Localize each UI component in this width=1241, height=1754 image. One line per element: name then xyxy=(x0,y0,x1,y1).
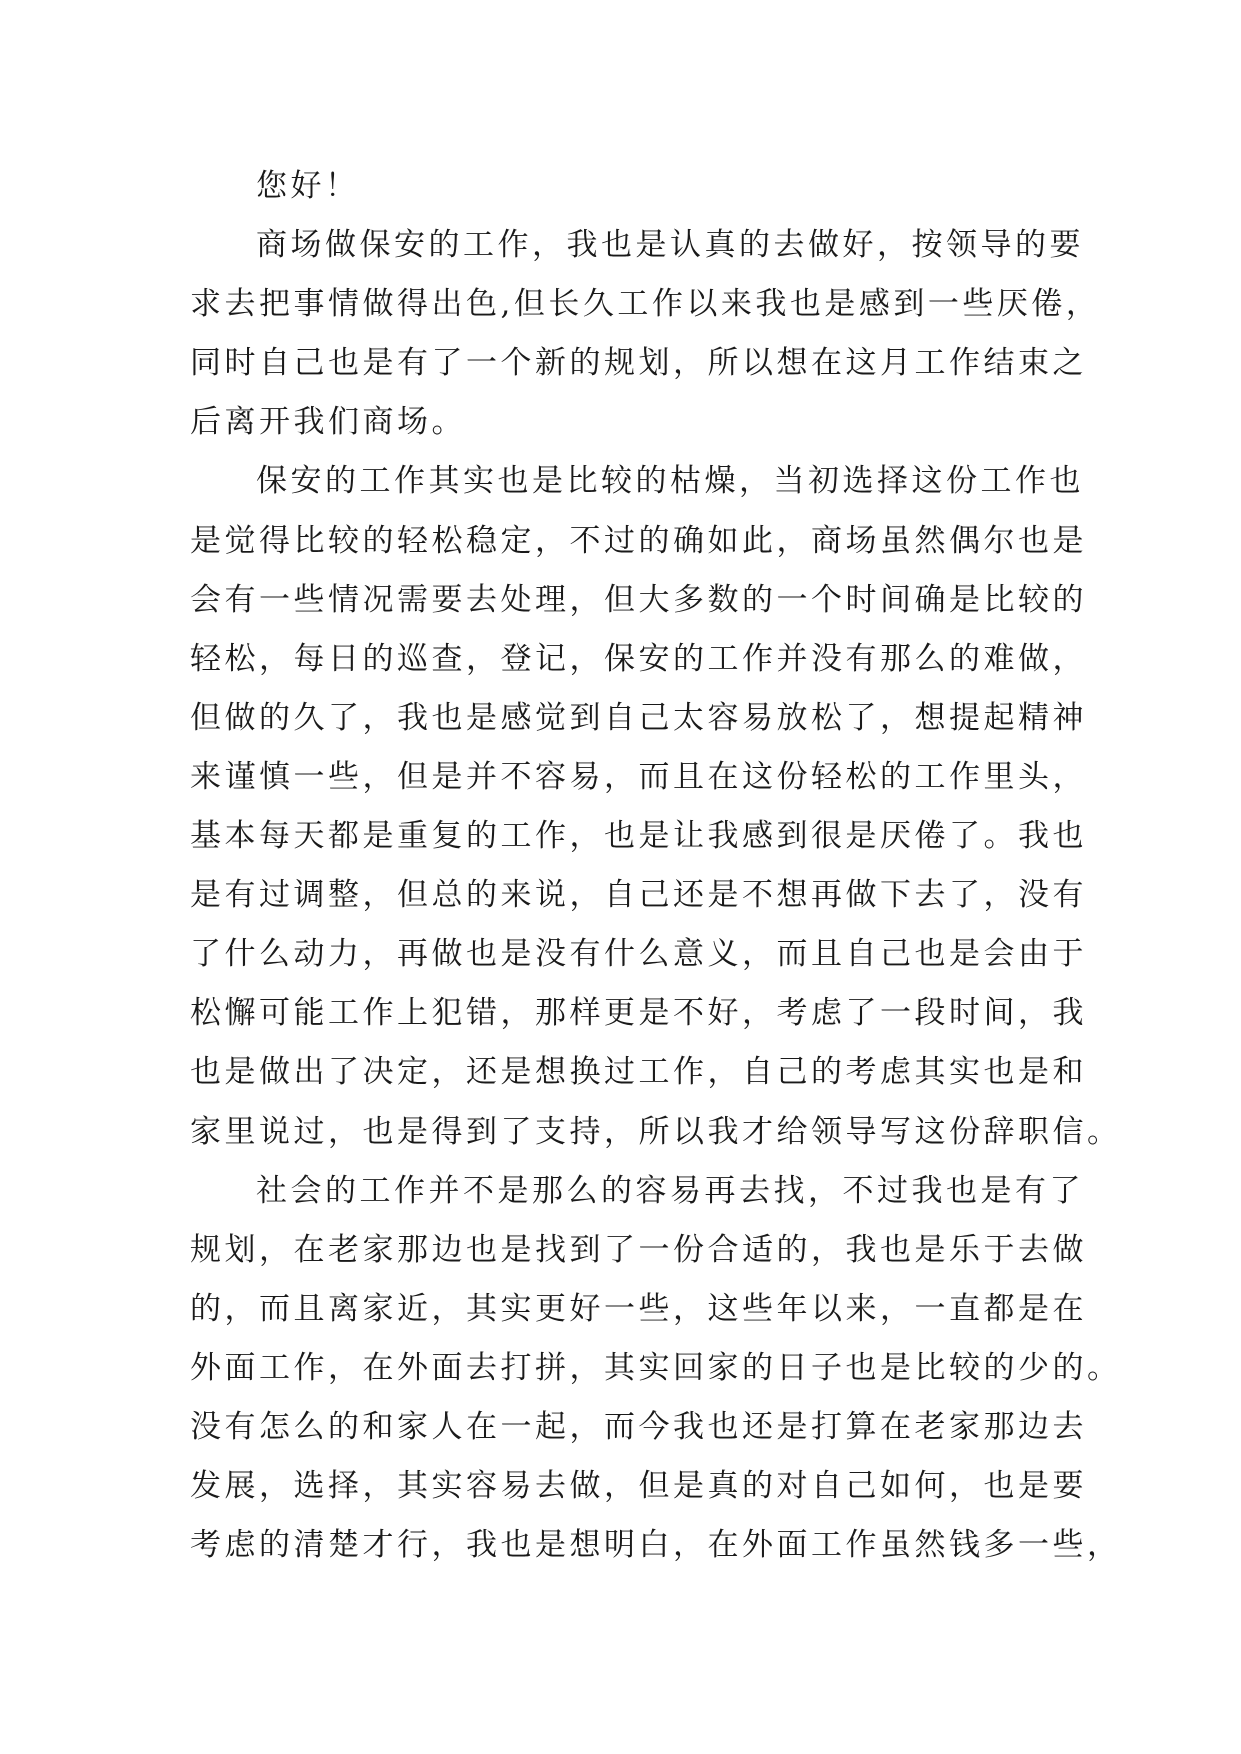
paragraph-3-line-7: 考虑的清楚才行，我也是想明白，在外面工作虽然钱多一些， xyxy=(190,1527,1122,1564)
paragraph-1-line-3: 同时自己也是有了一个新的规划，所以想在这月工作结束之 xyxy=(190,345,1087,382)
paragraph-2-line-6: 来谨慎一些，但是并不容易，而且在这份轻松的工作里头， xyxy=(190,758,1087,795)
paragraph-2-line-9: 了什么动力，再做也是没有什么意义，而且自己也是会由于 xyxy=(190,936,1087,973)
paragraph-2-line-12: 家里说过，也是得到了支持，所以我才给领导写这份辞职信。 xyxy=(190,1113,1122,1150)
paragraph-3-line-4: 外面工作，在外面去打拼，其实回家的日子也是比较的少的。 xyxy=(190,1349,1122,1386)
paragraph-2-line-1: 保安的工作其实也是比较的枯燥，当初选择这份工作也 xyxy=(256,463,1084,500)
paragraph-2-line-4: 轻松，每日的巡查，登记，保安的工作并没有那么的难做， xyxy=(190,640,1087,677)
paragraph-1-line-4: 后离开我们商场。 xyxy=(190,404,466,441)
paragraph-3-line-6: 发展，选择，其实容易去做，但是真的对自己如何，也是要 xyxy=(190,1468,1087,1505)
paragraph-2-line-11: 也是做出了决定，还是想换过工作，自己的考虑其实也是和 xyxy=(190,1054,1087,1091)
paragraph-2-line-10: 松懈可能工作上犯错，那样更是不好，考虑了一段时间，我 xyxy=(190,995,1087,1032)
greeting-line: 您好！ xyxy=(256,168,360,204)
paragraph-2-line-2: 是觉得比较的轻松稳定，不过的确如此，商场虽然偶尔也是 xyxy=(190,522,1087,559)
paragraph-2-line-3: 会有一些情况需要去处理，但大多数的一个时间确是比较的 xyxy=(190,581,1087,618)
paragraph-1-line-2: 求去把事情做得出色,但长久工作以来我也是感到一些厌倦， xyxy=(190,286,1101,323)
paragraph-3-line-2: 规划，在老家那边也是找到了一份合适的，我也是乐于去做 xyxy=(190,1231,1087,1268)
paragraph-1-line-1: 商场做保安的工作，我也是认真的去做好，按领导的要 xyxy=(256,227,1084,264)
paragraph-2-line-5: 但做的久了，我也是感觉到自己太容易放松了，想提起精神 xyxy=(190,699,1087,736)
letter-body xyxy=(190,157,1122,1575)
paragraph-2-line-7: 基本每天都是重复的工作，也是让我感到很是厌倦了。我也 xyxy=(190,818,1087,855)
paragraph-2-line-8: 是有过调整，但总的来说，自己还是不想再做下去了，没有 xyxy=(190,877,1087,914)
paragraph-3-line-1: 社会的工作并不是那么的容易再去找，不过我也是有了 xyxy=(256,1172,1084,1209)
paragraph-3-line-5: 没有怎么的和家人在一起，而今我也还是打算在老家那边去 xyxy=(190,1408,1087,1445)
paragraph-3-line-3: 的，而且离家近，其实更好一些，这些年以来，一直都是在 xyxy=(190,1290,1087,1327)
